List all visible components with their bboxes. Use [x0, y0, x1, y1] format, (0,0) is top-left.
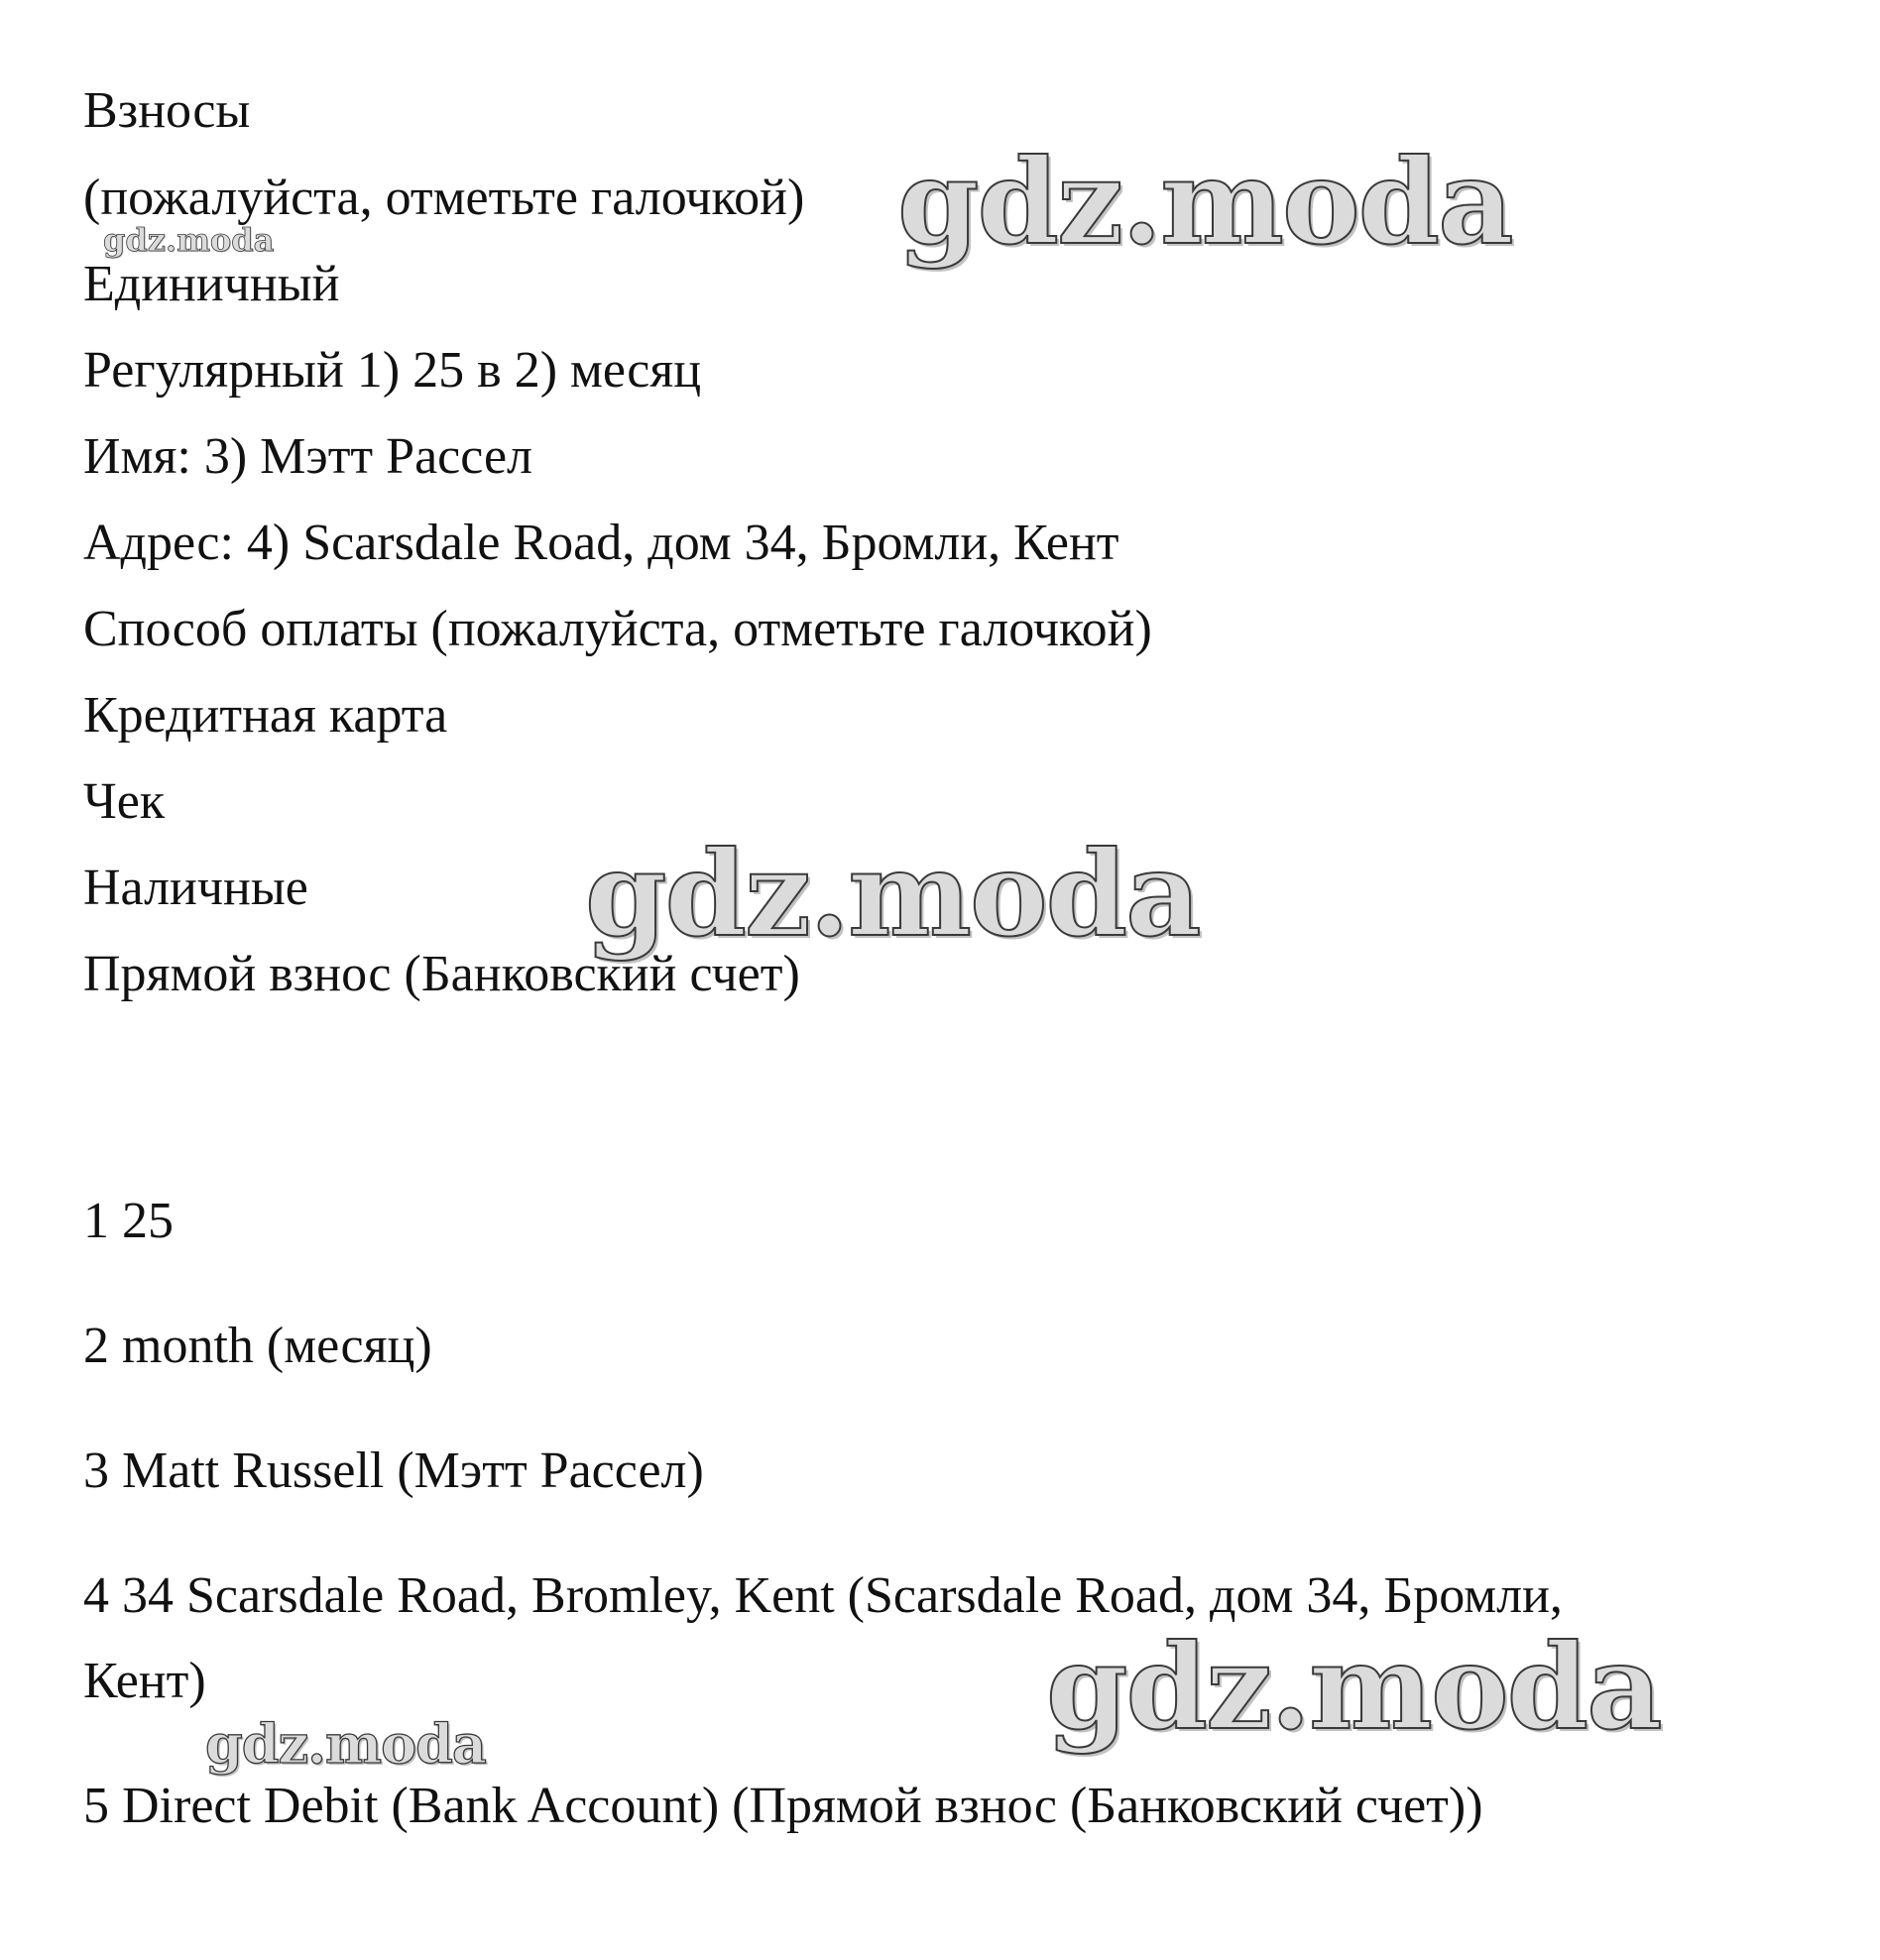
form-option-direct-debit: Прямой взнос (Банковский счет) — [83, 946, 800, 1002]
form-option-single: Единичный — [83, 256, 340, 312]
form-option-cash: Наличные — [83, 860, 308, 916]
form-name: Имя: 3) Мэтт Рассел — [83, 428, 532, 485]
form-option-cheque: Чек — [83, 773, 166, 830]
form-heading: Взносы — [83, 82, 251, 139]
watermark-logo: gdz.moda — [103, 221, 275, 259]
form-tick-note: (пожалуйста, отметьте галочкой) — [83, 170, 805, 226]
answer-2: 2 month (месяц) — [83, 1318, 432, 1374]
form-option-regular: Регулярный 1) 25 в 2) месяц — [83, 342, 702, 399]
watermark-logo: gdz.moda — [897, 133, 1512, 271]
form-payment-method: Способ оплаты (пожалуйста, отметьте галочкой) — [83, 601, 1152, 657]
watermark-logo: gdz.moda — [205, 1712, 486, 1776]
watermark-logo: gdz.moda — [1046, 1618, 1661, 1756]
form-option-credit-card: Кредитная карта — [83, 687, 448, 744]
answer-3: 3 Matt Russell (Мэтт Рассел) — [83, 1442, 704, 1499]
watermark-logo: gdz.moda — [585, 825, 1200, 963]
answer-4: 4 34 Scarsdale Road, Bromley, Kent (Scarsdale Road, дом 34, Бромли, — [83, 1567, 1563, 1624]
form-address: Адрес: 4) Scarsdale Road, дом 34, Бромли, Кент — [83, 515, 1119, 571]
answer-4-continued: Кент) — [83, 1653, 206, 1709]
answer-5: 5 Direct Debit (Bank Account) (Прямой взнос (Банковский счет)) — [83, 1778, 1483, 1834]
answer-1: 1 25 — [83, 1193, 174, 1249]
